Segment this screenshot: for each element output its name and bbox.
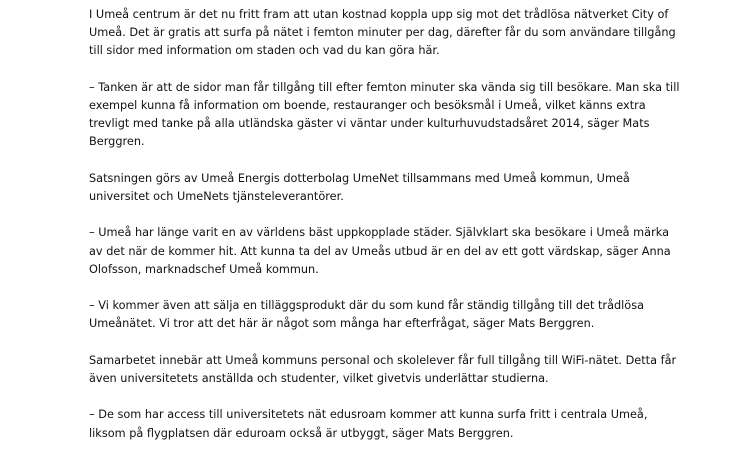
text-line: – Vi kommer även att sälja en tilläggsprodukt där du som kund får ständig tillgång till det trådlösa bbox=[89, 299, 645, 313]
text-line: liksom på flygplatsen där eduroam också är utbyggt, säger Mats Berggren. bbox=[89, 426, 514, 440]
text-line: till sidor med information om staden och vad du kan göra här. bbox=[89, 44, 440, 58]
paragraph-partners bbox=[89, 170, 737, 206]
text-line: – Umeå har länge varit en av världens bäst uppkopplade städer. Självklart ska besökare i Umeå märka bbox=[89, 226, 669, 240]
text-line: trevligt med tanke på alla utländska gäster vi väntar under kulturhuvudstadsåret 2014, säger Mats bbox=[89, 117, 650, 131]
paragraph-eduroam bbox=[89, 406, 737, 442]
text-line: universitet och UmeNets tjänsteleverantörer. bbox=[89, 190, 344, 203]
text-line: Berggren. bbox=[89, 135, 145, 149]
text-line: Umeå. Det är gratis att surfa på nätet i femton minuter per dag, därefter får du som användare tillgång bbox=[89, 26, 676, 40]
text-line: – De som har access till universitetets nät edusroam kommer att kunna surfa fritt i centrala Umeå, bbox=[89, 408, 648, 422]
text-line: exempel kunna få information om boende, restauranger och besöksmål i Umeå, vilket känns extra bbox=[89, 99, 646, 112]
text-line: Samarbetet innebär att Umeå kommuns personal och skolelever får full tillgång till WiFi-nätet. Detta får bbox=[89, 353, 677, 367]
text-line: – Tanken är att de sidor man får tillgång till efter femton minuter ska vända sig till besökare. Man ska till bbox=[89, 80, 680, 94]
paragraph-cooperation bbox=[89, 352, 737, 388]
paragraph-quote-olofsson bbox=[89, 224, 737, 279]
text-line: Satsningen görs av Umeå Energis dotterbolag UmeNet tillsammans med Umeå kommun, Umeå bbox=[89, 171, 630, 185]
paragraph-quote-berggren bbox=[89, 79, 737, 152]
paragraph-intro bbox=[89, 6, 737, 61]
text-line: även universitetets anställda och studenter, vilket givetvis underlättar studierna. bbox=[89, 371, 549, 385]
text-line: Olofsson, marknadschef Umeå kommun. bbox=[89, 262, 319, 276]
text-line: av det när de kommer hit. Att kunna ta del av Umeås utbud är en del av ett gott värdskap, säger Anna bbox=[89, 244, 671, 258]
document-body bbox=[89, 6, 737, 461]
text-line: I Umeå centrum är det nu fritt fram att utan kostnad koppla upp sig mot det trådlösa nätverket City of bbox=[89, 8, 669, 21]
text-line: Umeånätet. Vi tror att det här är något som många har efterfrågat, säger Mats Berggren. bbox=[89, 317, 595, 331]
paragraph-addon-product bbox=[89, 297, 737, 333]
